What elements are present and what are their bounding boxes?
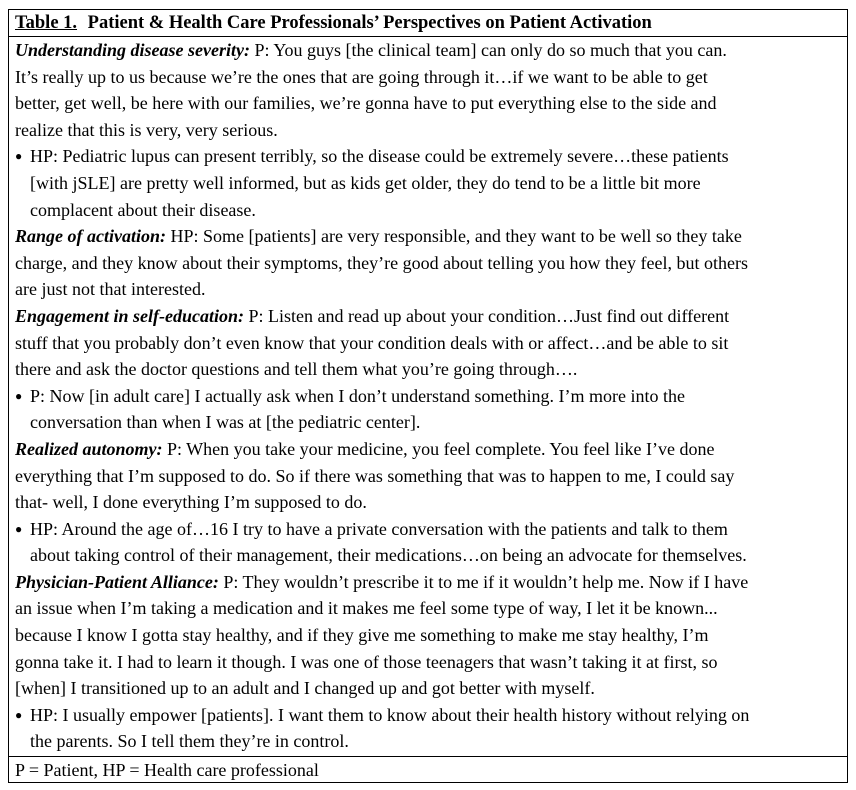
text-line [9, 276, 847, 303]
theme-label: Engagement in self-education: [15, 305, 244, 326]
text-line [9, 649, 847, 676]
table-title [9, 10, 847, 37]
text-line [9, 223, 847, 250]
quote-text: P: They wouldn’t prescribe it to me if it wouldn’t help me. Now if I have [218, 571, 749, 592]
bullet-icon: ● [15, 149, 23, 164]
text-line [9, 64, 847, 91]
text-line [9, 542, 847, 569]
text-line [9, 303, 847, 330]
text-line [9, 143, 847, 170]
quote-text: about taking control of their management, their medications…on being an advocate for themselves. [30, 545, 747, 566]
quote-text: because I know I gotta stay healthy, and if they give me something to make me stay healthy, I’m [15, 625, 709, 646]
quote-text: are just not that interested. [15, 279, 206, 300]
text-line [9, 330, 847, 357]
quote-text: realize that this is very, very serious. [15, 119, 278, 140]
quote-text: P: Now [in adult care] I actually ask when I don’t understand something. I’m more into the [30, 385, 686, 406]
quote-text: P: Listen and read up about your condition…Just find out different [244, 305, 730, 326]
quote-text: HP: Around the age of…16 I try to have a private conversation with the patients and talk to them [30, 518, 728, 539]
bullet-quote [9, 702, 847, 755]
quote-text: [with jSLE] are pretty well informed, but as kids get older, they do tend to be a little bit more [30, 172, 701, 193]
theme-entry [9, 303, 847, 383]
quote-text: complacent about their disease. [30, 199, 256, 220]
quote-text: the parents. So I tell them they’re in control. [30, 731, 349, 752]
quote-text: [when] I transitioned up to an adult and I changed up and got better with myself. [15, 678, 595, 699]
text-line [9, 569, 847, 596]
quote-text: It’s really up to us because we’re the ones that are going through it…if we want to be able to get [15, 66, 708, 87]
text-line [9, 250, 847, 277]
text-line [9, 516, 847, 543]
bullet-quote [9, 516, 847, 569]
quote-text: conversation than when I was at [the pediatric center]. [30, 412, 421, 433]
theme-label: Physician-Patient Alliance: [15, 571, 219, 592]
quote-text: an issue when I’m taking a medication and it makes me feel some type of way, I let it be known... [15, 598, 718, 619]
quote-text: that- well, I done everything I’m supposed to do. [15, 492, 367, 513]
quote-text: P: When you take your medicine, you feel complete. You feel like I’ve done [162, 438, 715, 459]
theme-entry [9, 569, 847, 702]
perspectives-table [8, 9, 848, 783]
text-line [9, 675, 847, 702]
quote-text: HP: Pediatric lupus can present terribly, so the disease could be extremely severe…these patients [30, 146, 729, 167]
bullet-icon: ● [15, 521, 23, 536]
bullet-quote [9, 383, 847, 436]
table-footnote: P = Patient, HP = Health care professional [15, 760, 319, 780]
text-line [9, 117, 847, 144]
quote-text: there and ask the doctor questions and tell them what you’re going through…. [15, 359, 578, 380]
text-line [9, 170, 847, 197]
text-line [9, 90, 847, 117]
text-line [9, 197, 847, 224]
theme-label: Realized autonomy: [15, 438, 163, 459]
theme-label: Understanding disease severity: [15, 40, 250, 60]
quote-text: better, get well, be here with our families, we’re gonna have to put everything else to the side and [15, 93, 717, 114]
text-line [9, 436, 847, 463]
text-line [9, 595, 847, 622]
text-line [9, 728, 847, 755]
text-line [9, 37, 847, 64]
text-line [9, 356, 847, 383]
text-line [9, 409, 847, 436]
quote-text: everything that I’m supposed to do. So if there was something that was to happen to me, I could say [15, 465, 735, 486]
text-line [9, 383, 847, 410]
quote-text: P: You guys [the clinical team] can only do so much that you can. [249, 40, 727, 60]
quote-text: HP: Some [patients] are very responsible, and they want to be well so they take [166, 226, 742, 247]
quote-text: HP: I usually empower [patients]. I want them to know about their health history without relying on [30, 704, 750, 725]
text-line [9, 463, 847, 490]
theme-entry [9, 436, 847, 516]
text-line [9, 702, 847, 729]
text-line [9, 489, 847, 516]
table-number: Table 1. [15, 13, 78, 33]
text-line [9, 622, 847, 649]
table-body [9, 37, 847, 757]
quote-text: stuff that you probably don’t even know that your condition deals with or affect…and be able to sit [15, 332, 729, 353]
bullet-icon: ● [15, 707, 23, 722]
theme-label: Range of activation: [15, 226, 166, 247]
theme-entry [9, 37, 847, 143]
quote-text: gonna take it. I had to learn it though. I was one of those teenagers that wasn’t taking it at first, so [15, 651, 718, 672]
bullet-icon: ● [15, 388, 23, 403]
table-title-text: Patient & Health Care Professionals’ Perspectives on Patient Activation [87, 13, 652, 33]
quote-text: charge, and they know about their symptoms, they’re good about telling you how they feel, but others [15, 252, 749, 273]
bullet-quote [9, 143, 847, 223]
theme-entry [9, 223, 847, 303]
